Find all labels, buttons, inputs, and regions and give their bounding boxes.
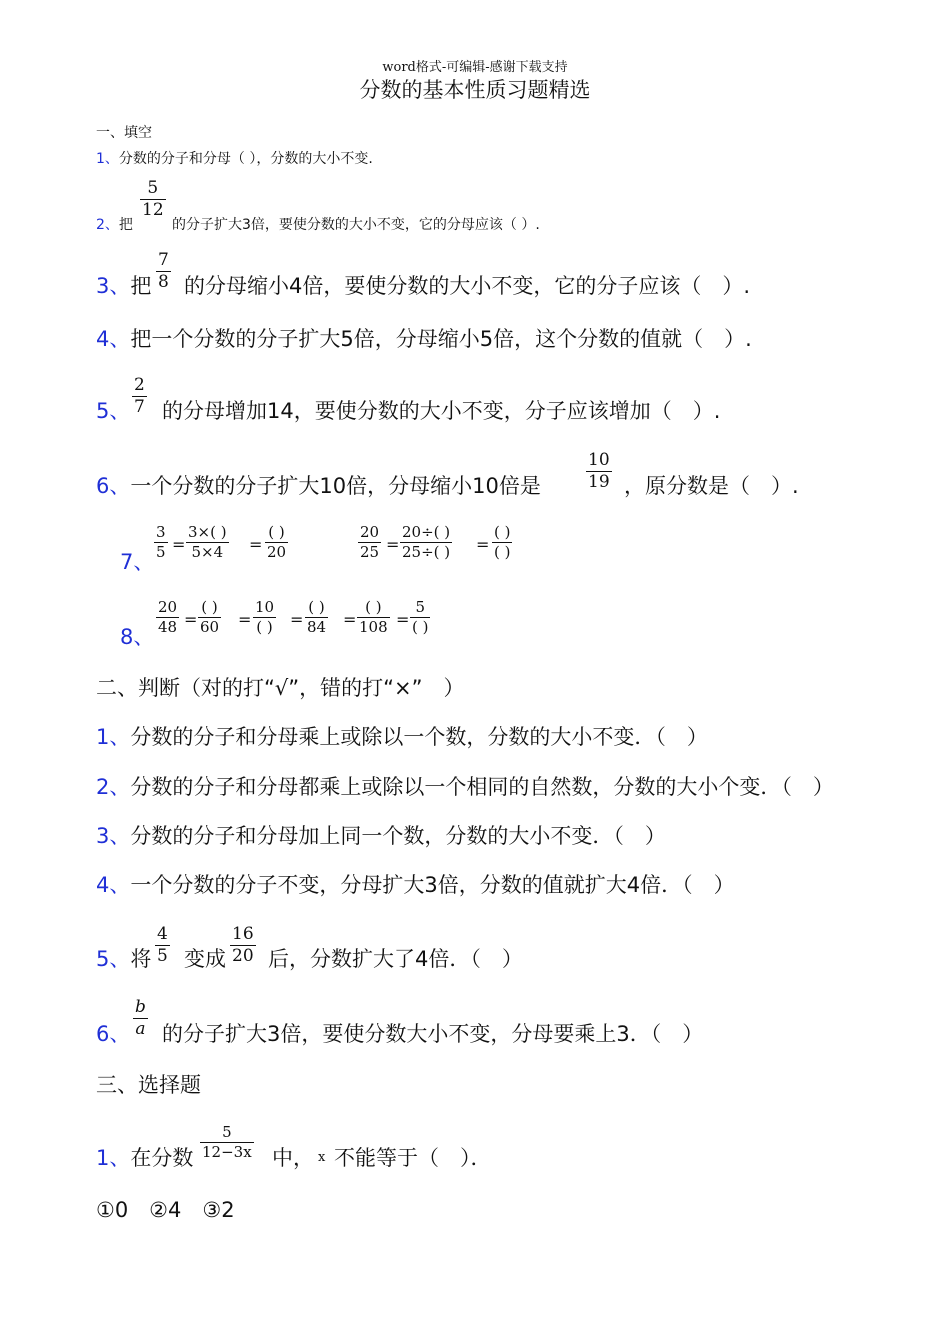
numerator: ( ) [365,598,382,616]
s3-q1-fraction [200,1125,254,1160]
s2-q6-text: 的分子扩大3倍，要使分数大小不变，分母要乘上3．（ ） [162,1022,704,1046]
s3-q1 [96,1142,193,1172]
s3-q1-variable: x [318,1150,326,1165]
denominator: 7 [134,397,145,417]
q8-frac2 [198,600,221,635]
equals-sign: = [238,610,252,629]
s1-q7-number: 7、 [120,550,155,574]
numerator: 10 [255,598,275,616]
q8-frac3 [253,600,276,635]
s1-q3-text: 的分母缩小4倍，要使分数的大小不变，它的分子应该（ ）. [184,274,751,298]
page-header: word格式-可编辑-感谢下载支持 [382,60,568,75]
section2-heading: 二、判断（对的打“√”，错的打“×” ） [96,676,465,700]
numerator: 3 [156,523,166,541]
s1-q5-fraction [132,377,147,416]
denominator: 12 [142,200,164,220]
denominator: 25 [360,543,380,561]
q8-frac5 [357,600,390,635]
denominator: 12−3x [202,1143,252,1161]
s1-q6-post: ，原分数是（ ）. [624,474,799,498]
s1-q4-number: 4、 [96,327,131,351]
numerator: 10 [588,450,610,470]
denominator: 5 [156,543,166,561]
denominator: 8 [158,272,169,292]
s1-q1-number: 1、 [96,151,119,167]
s2-q5-pre: 将 [130,947,152,971]
s3-q1-text: 不能等于（ ）． [334,1146,492,1170]
s1-q6 [96,470,541,500]
numerator: 5 [147,178,159,198]
s2-q5 [96,943,151,973]
denominator: 60 [200,618,220,636]
s1-q6-text: 一个分数的分子扩大10倍，分母缩小10倍是 [130,474,541,498]
s1-q2-number: 2、 [96,217,119,233]
s1-q3-fraction [156,252,171,291]
s2-q4 [96,869,735,899]
denominator: 108 [359,618,388,636]
q8-frac4 [305,600,328,635]
q7-eq1-frac2 [186,525,229,560]
s2-q1-text: 分数的分子和分母乘上或除以一个数，分数的大小不变．（ ） [130,725,708,749]
s2-q5-text: 后，分数扩大了4倍．（ ） [268,947,523,971]
s1-q2-pre: 把 [118,217,133,233]
numerator: 4 [157,924,168,944]
denominator: 84 [307,618,327,636]
equals-sign: = [290,610,304,629]
s1-q3 [96,270,151,300]
numerator: 2 [134,375,145,395]
denominator: 5×4 [191,543,224,561]
s1-q2 [96,214,133,234]
numerator: 5 [222,1123,232,1141]
equals-sign: = [184,610,198,629]
denominator: 20 [267,543,287,561]
denominator: 19 [588,472,610,492]
s2-q2-text: 分数的分子和分母都乘上或除以一个相同的自然数，分数的大小个变．（ ） [130,775,834,799]
section1-heading: 一、填空 [96,125,152,141]
s2-q5-mid: 变成 [184,947,226,971]
s1-q6-number: 6、 [96,474,131,498]
s1-q1-text: 分数的分子和分母（ ），分数的大小不变. [118,151,373,167]
s1-q4 [96,323,752,353]
s2-q4-text: 一个分数的分子不变，分母扩大3倍，分数的值就扩大4倍．（ ） [130,873,735,897]
denominator: a [135,1019,146,1039]
s1-q2-text: 的分子扩大3倍，要使分数的大小不变，它的分母应该（ ）. [172,217,540,233]
numerator: 20 [158,598,178,616]
q7-eq1-frac3 [265,525,288,560]
s1-q3-pre: 把 [130,274,152,298]
s1-q5-number: 5、 [96,399,131,423]
denominator: ( ) [494,543,511,561]
s2-q6-fraction [133,999,148,1038]
numerator: 20 [360,523,380,541]
numerator: 3×( ) [188,523,227,541]
equals-sign: = [386,535,400,554]
numerator: ( ) [308,598,325,616]
q7-eq2-frac2 [400,525,452,560]
s3-q1-options: ①0 ②4 ③2 [96,1198,235,1222]
s1-q2-fraction [140,180,166,219]
s1-q5-text: 的分母增加14，要使分数的大小不变，分子应该增加（ ）. [162,399,721,423]
denominator: ( ) [256,618,273,636]
numerator: b [135,997,146,1017]
s2-q3-text: 分数的分子和分母加上同一个数，分数的大小不变．（ ） [130,824,666,848]
q7-eq2-frac3 [492,525,512,560]
equals-sign: = [249,535,263,554]
denominator: 48 [158,618,178,636]
s3-q1-mid: 中， [272,1146,314,1170]
q8-frac1 [156,600,179,635]
denominator: 20 [232,946,254,966]
q8-frac6 [410,600,430,635]
s2-q6-number: 6、 [96,1022,131,1046]
numerator: ( ) [201,598,218,616]
s1-q8-number: 8、 [120,625,155,649]
q7-eq2-frac1 [358,525,381,560]
numerator: 5 [415,598,426,616]
s2-q5-fraction1 [155,926,170,965]
page-title: 分数的基本性质习题精选 [359,78,591,102]
q7-eq1-frac1 [154,525,168,560]
s1-q6-fraction [586,452,612,491]
s1-q3-number: 3、 [96,274,131,298]
s1-q4-text: 把一个分数的分子扩大5倍，分母缩小5倍，这个分数的值就（ ）. [130,327,752,351]
numerator: ( ) [494,523,511,541]
s3-q1-number: 1、 [96,1146,131,1170]
equals-sign: = [172,535,186,554]
s2-q2-number: 2、 [96,775,131,799]
numerator: 7 [158,250,169,270]
s2-q3-number: 3、 [96,824,131,848]
numerator: 20÷( ) [402,523,451,541]
s2-q3 [96,820,666,850]
equals-sign: = [396,610,410,629]
s3-q1-pre: 在分数 [130,1146,194,1170]
numerator: 16 [232,924,254,944]
equals-sign: = [343,610,357,629]
s2-q1 [96,721,708,751]
section3-heading: 三、选择题 [96,1073,201,1097]
s2-q1-number: 1、 [96,725,131,749]
numerator: ( ) [268,523,285,541]
s2-q5-fraction2 [230,926,256,965]
denominator: 25÷( ) [402,543,451,561]
s1-q1 [96,148,373,168]
s2-q4-number: 4、 [96,873,131,897]
denominator: 5 [157,946,168,966]
s2-q2 [96,771,834,801]
denominator: ( ) [412,618,429,636]
equals-sign: = [476,535,490,554]
s2-q5-number: 5、 [96,947,131,971]
